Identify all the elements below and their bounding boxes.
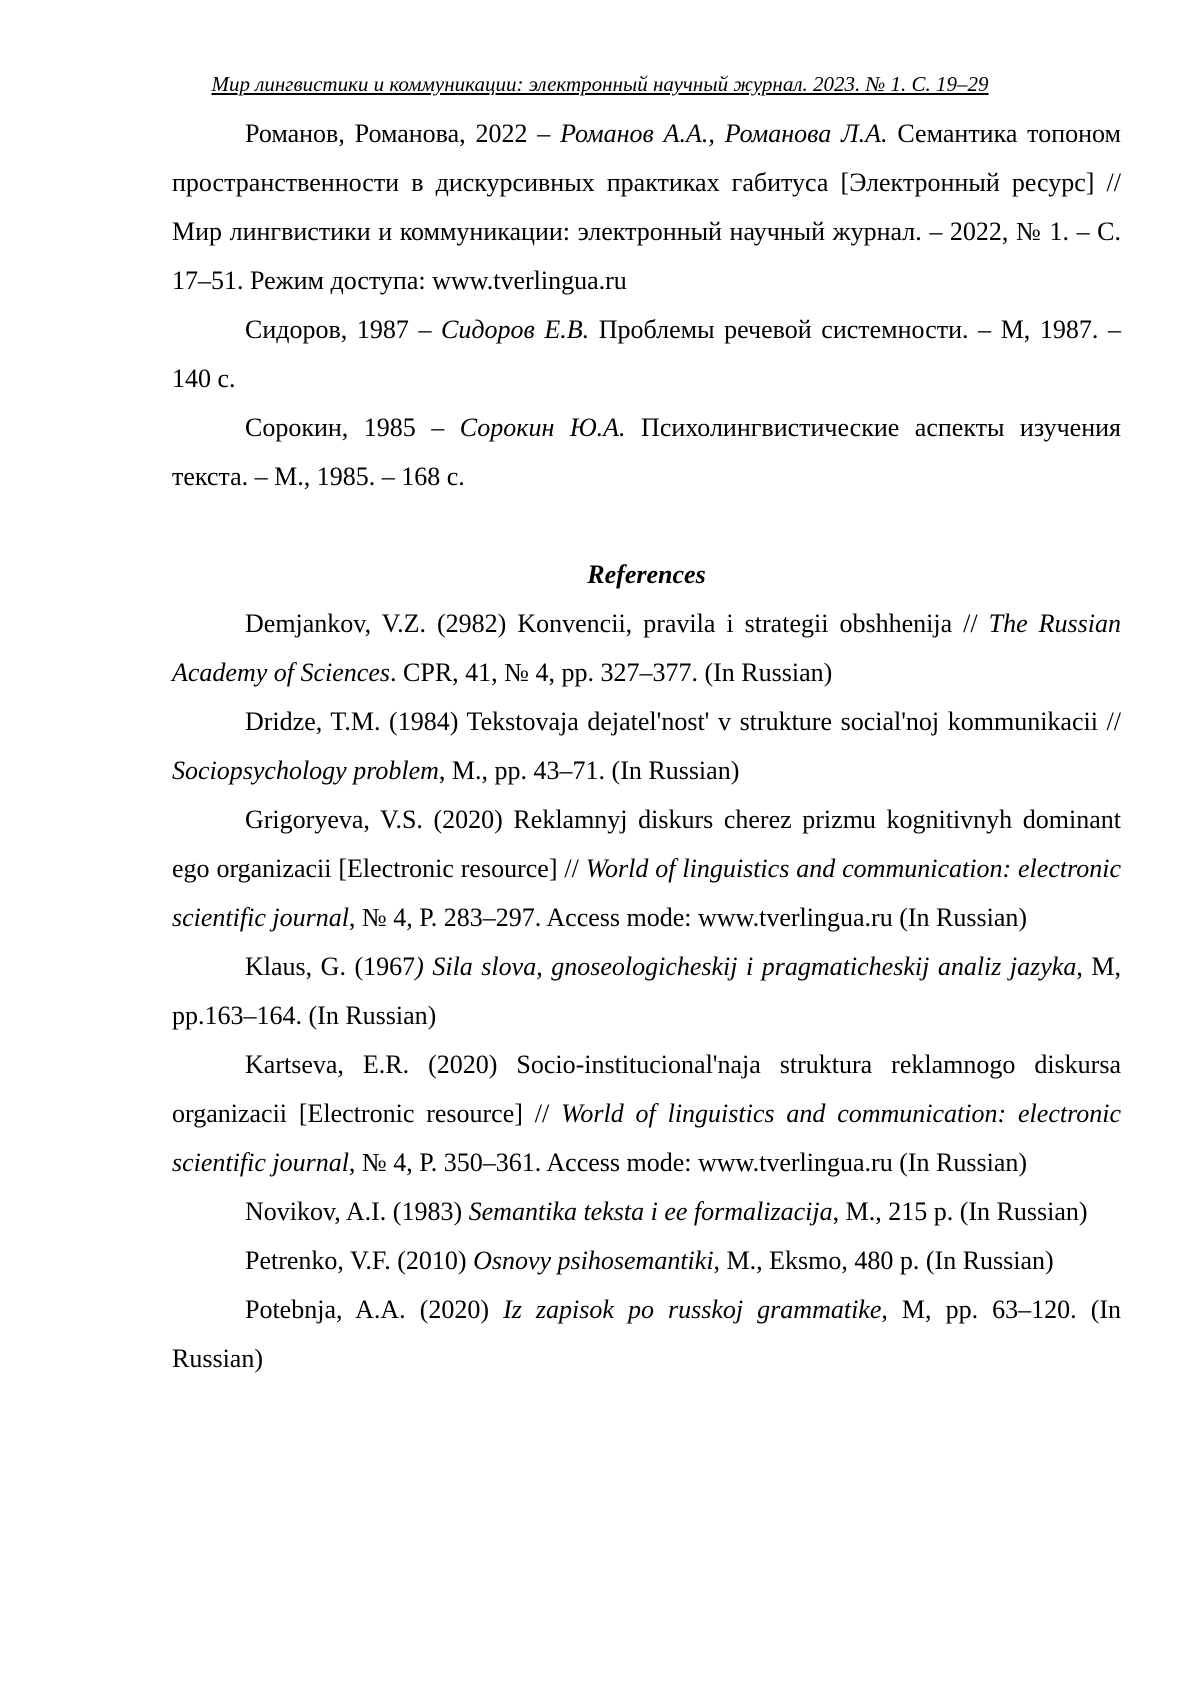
entry-lead: Petrenko, V.F. (2010) bbox=[245, 1246, 474, 1275]
entry-lead: Novikov, A.I. (1983) bbox=[245, 1197, 469, 1226]
entry-italic: Osnovy psihosemantiki bbox=[473, 1246, 714, 1275]
bibliography-entry bbox=[172, 305, 1121, 403]
entry-italic: World of linguistics and communication: electronic scientific journal bbox=[172, 854, 1121, 932]
entry-italic: ) Sila slova, gnoseologicheskij i pragmaticheskij analiz jazyka bbox=[415, 952, 1077, 981]
entry-rest: , M, pp. 63–120. (In Russian) bbox=[172, 1295, 1122, 1373]
entry-lead: Demjankov, V.Z. (2982) Konvencii, pravila i strategii obshhenija // bbox=[245, 609, 989, 638]
reference-entry bbox=[172, 942, 1121, 1040]
entry-rest: , M, pp.163–164. (In Russian) bbox=[172, 952, 1122, 1030]
entry-lead: Романов, Романова, 2022 – bbox=[245, 119, 561, 148]
entry-rest: , M., pp. 43–71. (In Russian) bbox=[438, 756, 740, 785]
entry-rest: , № 4, P. 283‒297. Access mode: www.tverlingua.ru (In Russian) bbox=[348, 903, 1028, 932]
entry-lead: Grigoryeva, V.S. (2020) Reklamnyj diskurs cherez prizmu kognitivnyh dominant ego organizacii [Electronic resource] // bbox=[172, 805, 1121, 883]
entry-italic: Semantika teksta i ee formalizacija bbox=[468, 1197, 833, 1226]
entry-italic: Iz zapisok po russkoj grammatike bbox=[503, 1295, 882, 1324]
reference-entry bbox=[172, 697, 1121, 795]
entry-rest: , № 4, P. 350‒361. Access mode: www.tverlingua.ru (In Russian) bbox=[348, 1148, 1028, 1177]
entry-italic: Романов А.А., Романова Л.А. bbox=[560, 119, 888, 148]
page-content bbox=[172, 109, 1121, 1383]
entry-rest: Проблемы речевой системности. – М, 1987. – 140 с. bbox=[172, 315, 1121, 393]
entry-lead: Dridze, T.M. (1984) Tekstovaja dejatel'nost' v strukture social'noj kommunikacii // bbox=[245, 707, 1121, 736]
reference-entry bbox=[172, 599, 1121, 697]
references-heading: References bbox=[587, 560, 706, 589]
entry-rest: Семантика топоном пространственности в дискурсивных практиках габитуса [Электронный ресурс] // Мир лингвистики и коммуникации: электронный научный журнал. – 2022, № 1. – С. 17–51. Режим доступа: www.tverlingua.ru bbox=[172, 119, 1121, 295]
running-header: Мир лингвистики и коммуникации: электронный научный журнал. 2023. № 1. С. 19–29 bbox=[211, 72, 989, 96]
reference-entry bbox=[172, 1040, 1121, 1187]
entry-rest: , M., Eksmo, 480 p. (In Russian) bbox=[713, 1246, 1054, 1275]
entry-rest: . CPR, 41, № 4, pp. 327‒377. (In Russian) bbox=[390, 658, 833, 687]
reference-entry bbox=[172, 1187, 1121, 1236]
entry-lead: Potebnja, A.A. (2020) bbox=[245, 1295, 504, 1324]
entry-lead: Kartseva, E.R. (2020) Socio-institucional'naja struktura reklamnogo diskursa organizacii [Electronic resource] // bbox=[172, 1050, 1121, 1128]
entry-italic: Сидоров Е.В. bbox=[441, 315, 590, 344]
entry-lead: Сорокин, 1985 – bbox=[245, 413, 460, 442]
entry-lead: Сидоров, 1987 – bbox=[245, 315, 442, 344]
entry-italic: The Russian Academy of Sciences bbox=[172, 609, 1121, 687]
entry-italic: World of linguistics and communication: electronic scientific journal bbox=[172, 1099, 1122, 1177]
reference-entry bbox=[172, 795, 1121, 942]
entry-italic: Sociopsychology problem bbox=[172, 756, 439, 785]
reference-entry bbox=[172, 1285, 1121, 1383]
entry-lead: Klaus, G. (1967 bbox=[245, 952, 416, 981]
bibliography-entry bbox=[172, 109, 1121, 305]
reference-entry bbox=[172, 1236, 1121, 1285]
entry-rest: Психолингвистические аспекты изучения текста. – М., 1985. – 168 с. bbox=[172, 413, 1121, 491]
entry-rest: , M., 215 p. (In Russian) bbox=[832, 1197, 1088, 1226]
bibliography-entry bbox=[172, 403, 1121, 501]
entry-italic: Сорокин Ю.А. bbox=[459, 413, 626, 442]
